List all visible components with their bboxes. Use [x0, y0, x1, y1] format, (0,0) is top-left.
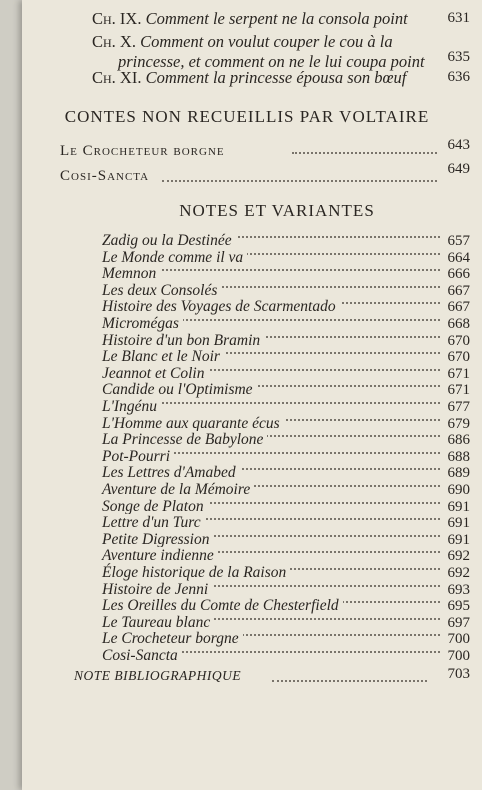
- toc-entry-title: La Princesse de Babylone: [102, 431, 267, 448]
- toc-entry-page: 668: [444, 315, 471, 333]
- chapter-title: Comment la princesse épousa son bœuf: [145, 68, 407, 87]
- toc-entry-page: 697: [444, 614, 471, 632]
- leader-dots: [292, 152, 437, 154]
- toc-entry: [102, 381, 470, 399]
- chapter-page: 631: [447, 10, 470, 26]
- toc-entry-page: 691: [444, 514, 471, 532]
- toc-entry-page: 670: [444, 332, 471, 350]
- toc-entry-page: 686: [444, 431, 471, 449]
- toc-entry-title: Jeannot et Colin: [102, 365, 208, 382]
- toc-entry: [102, 265, 470, 283]
- chapter-title: Comment le serpent ne la consola point: [145, 9, 408, 28]
- book-page: [22, 0, 482, 790]
- toc-entry-page: 657: [444, 232, 471, 250]
- toc-entry-page: 688: [444, 448, 471, 466]
- toc-entry: [102, 398, 470, 416]
- toc-entry-title: Les deux Consolés: [102, 282, 221, 299]
- toc-entry-title: Les Oreilles du Comte de Chesterfield: [102, 597, 343, 614]
- toc-entry: [102, 630, 470, 648]
- toc-entry: [102, 415, 470, 433]
- chapter-title: Comment on voulut couper le cou à la: [140, 32, 393, 51]
- toc-entry: [102, 597, 470, 615]
- toc-entry: [102, 298, 470, 316]
- toc-entry: [102, 481, 470, 499]
- leader-dots: [162, 180, 437, 182]
- toc-entry-title: Petite Digression: [102, 531, 213, 548]
- chapter-page: 636: [447, 69, 470, 85]
- toc-entry-page: 692: [444, 547, 471, 565]
- toc-entry-title: Éloge historique de la Raison: [102, 564, 290, 581]
- toc-entry-title: Les Lettres d'Amabed: [102, 464, 240, 481]
- toc-entry-title: L'Homme aux quarante écus: [102, 415, 284, 432]
- leader-dots: [272, 680, 427, 682]
- toc-entry: [102, 564, 470, 582]
- toc-entry-title: Le Monde comme il va: [102, 249, 247, 266]
- toc-entry-page: 670: [444, 348, 471, 366]
- toc-entry-title: Lettre d'un Turc: [102, 514, 205, 531]
- toc-entry: [102, 647, 470, 665]
- bibliography-page: 703: [447, 666, 470, 682]
- contes-entry: Cosi-Sancta: [60, 168, 150, 184]
- section-heading-contes: CONTES NON RECUEILLIS PAR VOLTAIRE: [64, 107, 430, 126]
- toc-entry-page: 690: [444, 481, 471, 499]
- contes-page: 643: [447, 137, 470, 153]
- chapter-entry-9: [92, 8, 408, 29]
- toc-entry-title: L'Ingénu: [102, 398, 161, 415]
- chapter-label: Ch. XI.: [92, 68, 142, 87]
- toc-entry-page: 695: [444, 597, 471, 615]
- toc-entry-title: Aventure de la Mémoire: [102, 481, 254, 498]
- toc-entry-page: 677: [444, 398, 471, 416]
- chapter-page: 635: [447, 49, 470, 65]
- toc-entry-page: 671: [444, 381, 471, 399]
- toc-entry-page: 667: [444, 298, 471, 316]
- toc-entry-title: Le Blanc et le Noir: [102, 348, 224, 365]
- toc-entry: [102, 232, 470, 250]
- toc-entry-title: Le Crocheteur borgne: [102, 630, 243, 647]
- contes-page: 649: [447, 161, 470, 177]
- toc-entry-title: Histoire de Jenni: [102, 581, 212, 598]
- toc-entry-title: Songe de Platon: [102, 498, 208, 515]
- toc-entry: [102, 464, 470, 482]
- toc-entry-title: Aventure indienne: [102, 547, 218, 564]
- section-heading-notes: NOTES ET VARIANTES: [179, 201, 375, 220]
- contes-entry: Le Crocheteur borgne: [60, 143, 225, 159]
- toc-entry: [102, 315, 470, 333]
- toc-entry: [102, 348, 470, 366]
- toc-entry-title: Micromégas: [102, 315, 183, 332]
- toc-entry-page: 679: [444, 415, 471, 433]
- toc-entry-title: Memnon: [102, 265, 160, 282]
- toc-entry-page: 700: [444, 630, 471, 648]
- toc-entry: [102, 332, 470, 350]
- toc-entry: [102, 581, 470, 599]
- toc-entry-page: 671: [444, 365, 471, 383]
- toc-entry-page: 691: [444, 531, 471, 549]
- toc-entry: [102, 514, 470, 532]
- chapter-title-continued: princesse, et comment on ne le lui coupa point: [118, 52, 425, 71]
- toc-entry-page: 700: [444, 647, 471, 665]
- toc-entry-title: Histoire des Voyages de Scarmentado: [102, 298, 340, 315]
- chapter-label: Ch. X.: [92, 32, 136, 51]
- toc-entry-page: 666: [444, 265, 471, 283]
- toc-entry-page: 693: [444, 581, 471, 599]
- toc-entry-title: Pot-Pourri: [102, 448, 174, 465]
- toc-entry-title: Histoire d'un bon Bramin: [102, 332, 264, 349]
- toc-entry-page: 667: [444, 282, 471, 300]
- toc-entry: [102, 249, 470, 267]
- chapter-label: Ch. IX.: [92, 9, 142, 28]
- toc-entry: [102, 498, 470, 516]
- toc-entry-title: Candide ou l'Optimisme: [102, 381, 257, 398]
- toc-entry-title: Zadig ou la Destinée: [102, 232, 236, 249]
- toc-entry-page: 689: [444, 464, 471, 482]
- toc-entry-page: 664: [444, 249, 471, 267]
- chapter-entry-10: [92, 31, 393, 52]
- bibliography-entry: NOTE BIBLIOGRAPHIQUE: [74, 668, 242, 683]
- chapter-entry-11: [92, 67, 406, 88]
- toc-entry-page: 692: [444, 564, 471, 582]
- toc-entry: [102, 431, 470, 449]
- toc-entry-title: Le Taureau blanc: [102, 614, 214, 631]
- toc-entry-title: Cosi-Sancta: [102, 647, 182, 664]
- toc-entry-page: 691: [444, 498, 471, 516]
- toc-entry: [102, 547, 470, 565]
